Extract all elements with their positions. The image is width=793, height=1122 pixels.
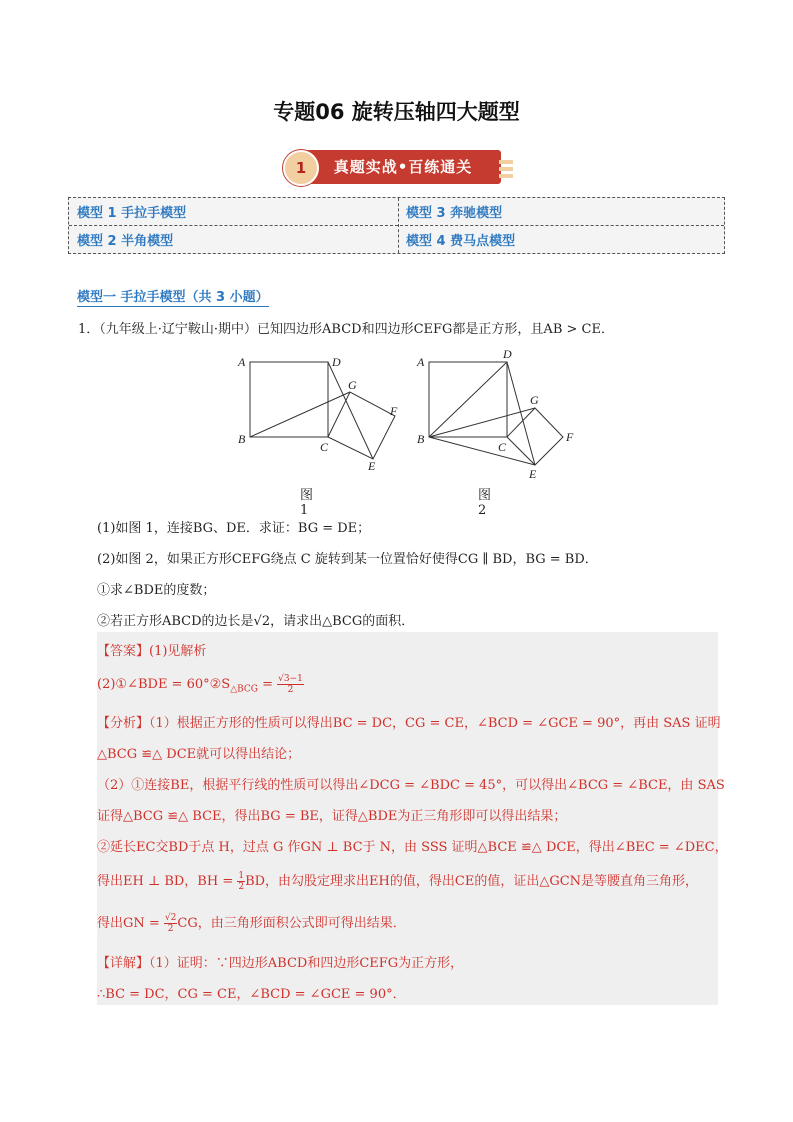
segment-de-fig2 <box>507 362 535 465</box>
label-e-fig2: E <box>529 467 537 481</box>
label-c-fig2: C <box>498 440 507 454</box>
banner-deco <box>499 167 513 171</box>
detail-line-1 <box>97 952 463 971</box>
label-e-fig1: E <box>368 459 376 473</box>
model-link-2[interactable]: 模型 2 半角模型 <box>77 234 174 249</box>
analysis-line-3: （2）①连接BE，根据平行线的性质可以得出∠DCG = ∠BDC = 45°，可以得出∠BCG = ∠BCE，由 SAS <box>97 778 725 793</box>
banner-text: 真题实战•百练通关 <box>333 158 473 176</box>
answer-part-2-prefix: (2)①∠BDE = 60°②S <box>97 677 231 692</box>
detail-text-1: （1）证明：∵四边形ABCD和四边形CEFG为正方形， <box>149 956 464 971</box>
label-d-fig2: D <box>503 347 512 361</box>
analysis-fraction-half <box>237 871 245 892</box>
answer-part-1: (1)见解析 <box>149 644 207 659</box>
segment-bg-fig1 <box>250 392 350 437</box>
banner-deco <box>499 174 513 178</box>
diagonal-bd-fig2 <box>429 362 507 437</box>
analysis-fraction-root2 <box>164 913 177 934</box>
label-a-fig2: A <box>417 355 425 369</box>
analysis-line-6 <box>97 870 698 892</box>
answer-area-subscript: △BCG <box>230 684 258 695</box>
analysis-line-5: ②延长EC交BD于点 H，过点 G 作GN ⊥ BC于 N，由 SSS 证明△BCE ≌△ DCE，得出∠BEC = ∠DEC， <box>97 840 728 855</box>
detail-tag: 【详解】 <box>97 956 150 971</box>
label-d-fig1: D <box>332 355 341 369</box>
analysis-line-7 <box>97 912 406 934</box>
label-a-fig1: A <box>238 355 246 369</box>
answer-fraction <box>277 674 304 695</box>
segment-bg-fig2 <box>429 408 535 437</box>
question-part-2a: ①求∠BDE的度数； <box>97 583 216 598</box>
analysis-text-7b: CG，由三角形面积公式即可得出结果． <box>177 916 406 931</box>
label-g-fig2: G <box>530 393 539 407</box>
answer-fraction-den: 2 <box>287 685 294 695</box>
section-banner <box>283 148 515 186</box>
analysis-fraction-root2-num: √2 <box>164 913 177 923</box>
analysis-fraction-half-den: 2 <box>238 882 245 892</box>
question-part-2: (2)如图 2，如果正方形CEFG绕点 C 旋转到某一位置恰好使得CG ∥ BD，BG = BD． <box>97 552 598 567</box>
answer-line-1 <box>97 640 206 659</box>
analysis-line-2: △BCG ≌△ DCE就可以得出结论； <box>97 747 301 762</box>
square-cefg-fig2 <box>507 408 563 465</box>
figure-2-caption: 图2 <box>478 488 492 518</box>
label-f-fig1: F <box>390 404 398 418</box>
answer-tag: 【答案】 <box>97 644 150 659</box>
label-b-fig1: B <box>238 432 246 446</box>
question-part-2b: ②若正方形ABCD的边长是√2，请求出△BCG的面积． <box>97 614 415 629</box>
model-index-table <box>68 197 725 254</box>
figure-1-caption: 图1 <box>300 488 314 518</box>
question-part-1: (1)如图 1，连接BG、DE．求证：BG = DE； <box>97 521 371 536</box>
label-b-fig2: B <box>417 432 425 446</box>
analysis-text-1: （1）根据正方形的性质可以得出BC = DC，CG = CE，∠BCD = ∠GCE = 90°，再由 SAS 证明 <box>149 716 721 731</box>
label-g-fig1: G <box>348 378 357 392</box>
analysis-fraction-half-num: 1 <box>238 871 245 881</box>
model-link-1[interactable]: 模型 1 手拉手模型 <box>77 206 187 221</box>
model-link-4[interactable]: 模型 4 费马点模型 <box>406 234 516 249</box>
square-cefg-fig1 <box>328 392 395 459</box>
section-heading: 模型一 手拉手模型（共 3 小题） <box>77 286 269 307</box>
answer-fraction-num: √3−1 <box>278 674 303 684</box>
page-title: 专题06 旋转压轴四大题型 <box>273 100 520 124</box>
question-intro: 1．（九年级上·辽宁鞍山·期中）已知四边形ABCD和四边形CEFG都是正方形，且AB > CE． <box>78 322 614 337</box>
analysis-fraction-root2-den: 2 <box>167 924 174 934</box>
banner-number: 1 <box>283 150 319 186</box>
square-abcd-fig1 <box>250 362 328 437</box>
segment-de-fig1 <box>328 362 373 459</box>
segment-be-fig2 <box>429 437 535 465</box>
answer-equals: = <box>257 677 278 692</box>
geometry-figures <box>230 344 590 489</box>
model-link-3[interactable]: 模型 3 奔驰模型 <box>406 206 503 221</box>
analysis-text-6b: BD，由勾股定理求出EH的值，得出CE的值，证出△GCN是等腰直角三角形， <box>245 874 699 889</box>
label-c-fig1: C <box>320 440 329 454</box>
label-f-fig2: F <box>566 430 574 444</box>
banner-deco <box>499 160 513 164</box>
analysis-text-6a: 得出EH ⊥ BD，BH = <box>97 874 238 889</box>
analysis-line-4: 证得△BCG ≌△ BCE，得出BG = BE，证得△BDE为正三角形即可以得出结果； <box>97 809 567 824</box>
detail-line-2: ∴BC = DC，CG = CE，∠BCD = ∠GCE = 90°． <box>97 987 406 1002</box>
analysis-tag: 【分析】 <box>97 716 150 731</box>
answer-line-2 <box>97 674 304 695</box>
analysis-text-7a: 得出GN = <box>97 916 164 931</box>
analysis-line-1 <box>97 712 721 731</box>
